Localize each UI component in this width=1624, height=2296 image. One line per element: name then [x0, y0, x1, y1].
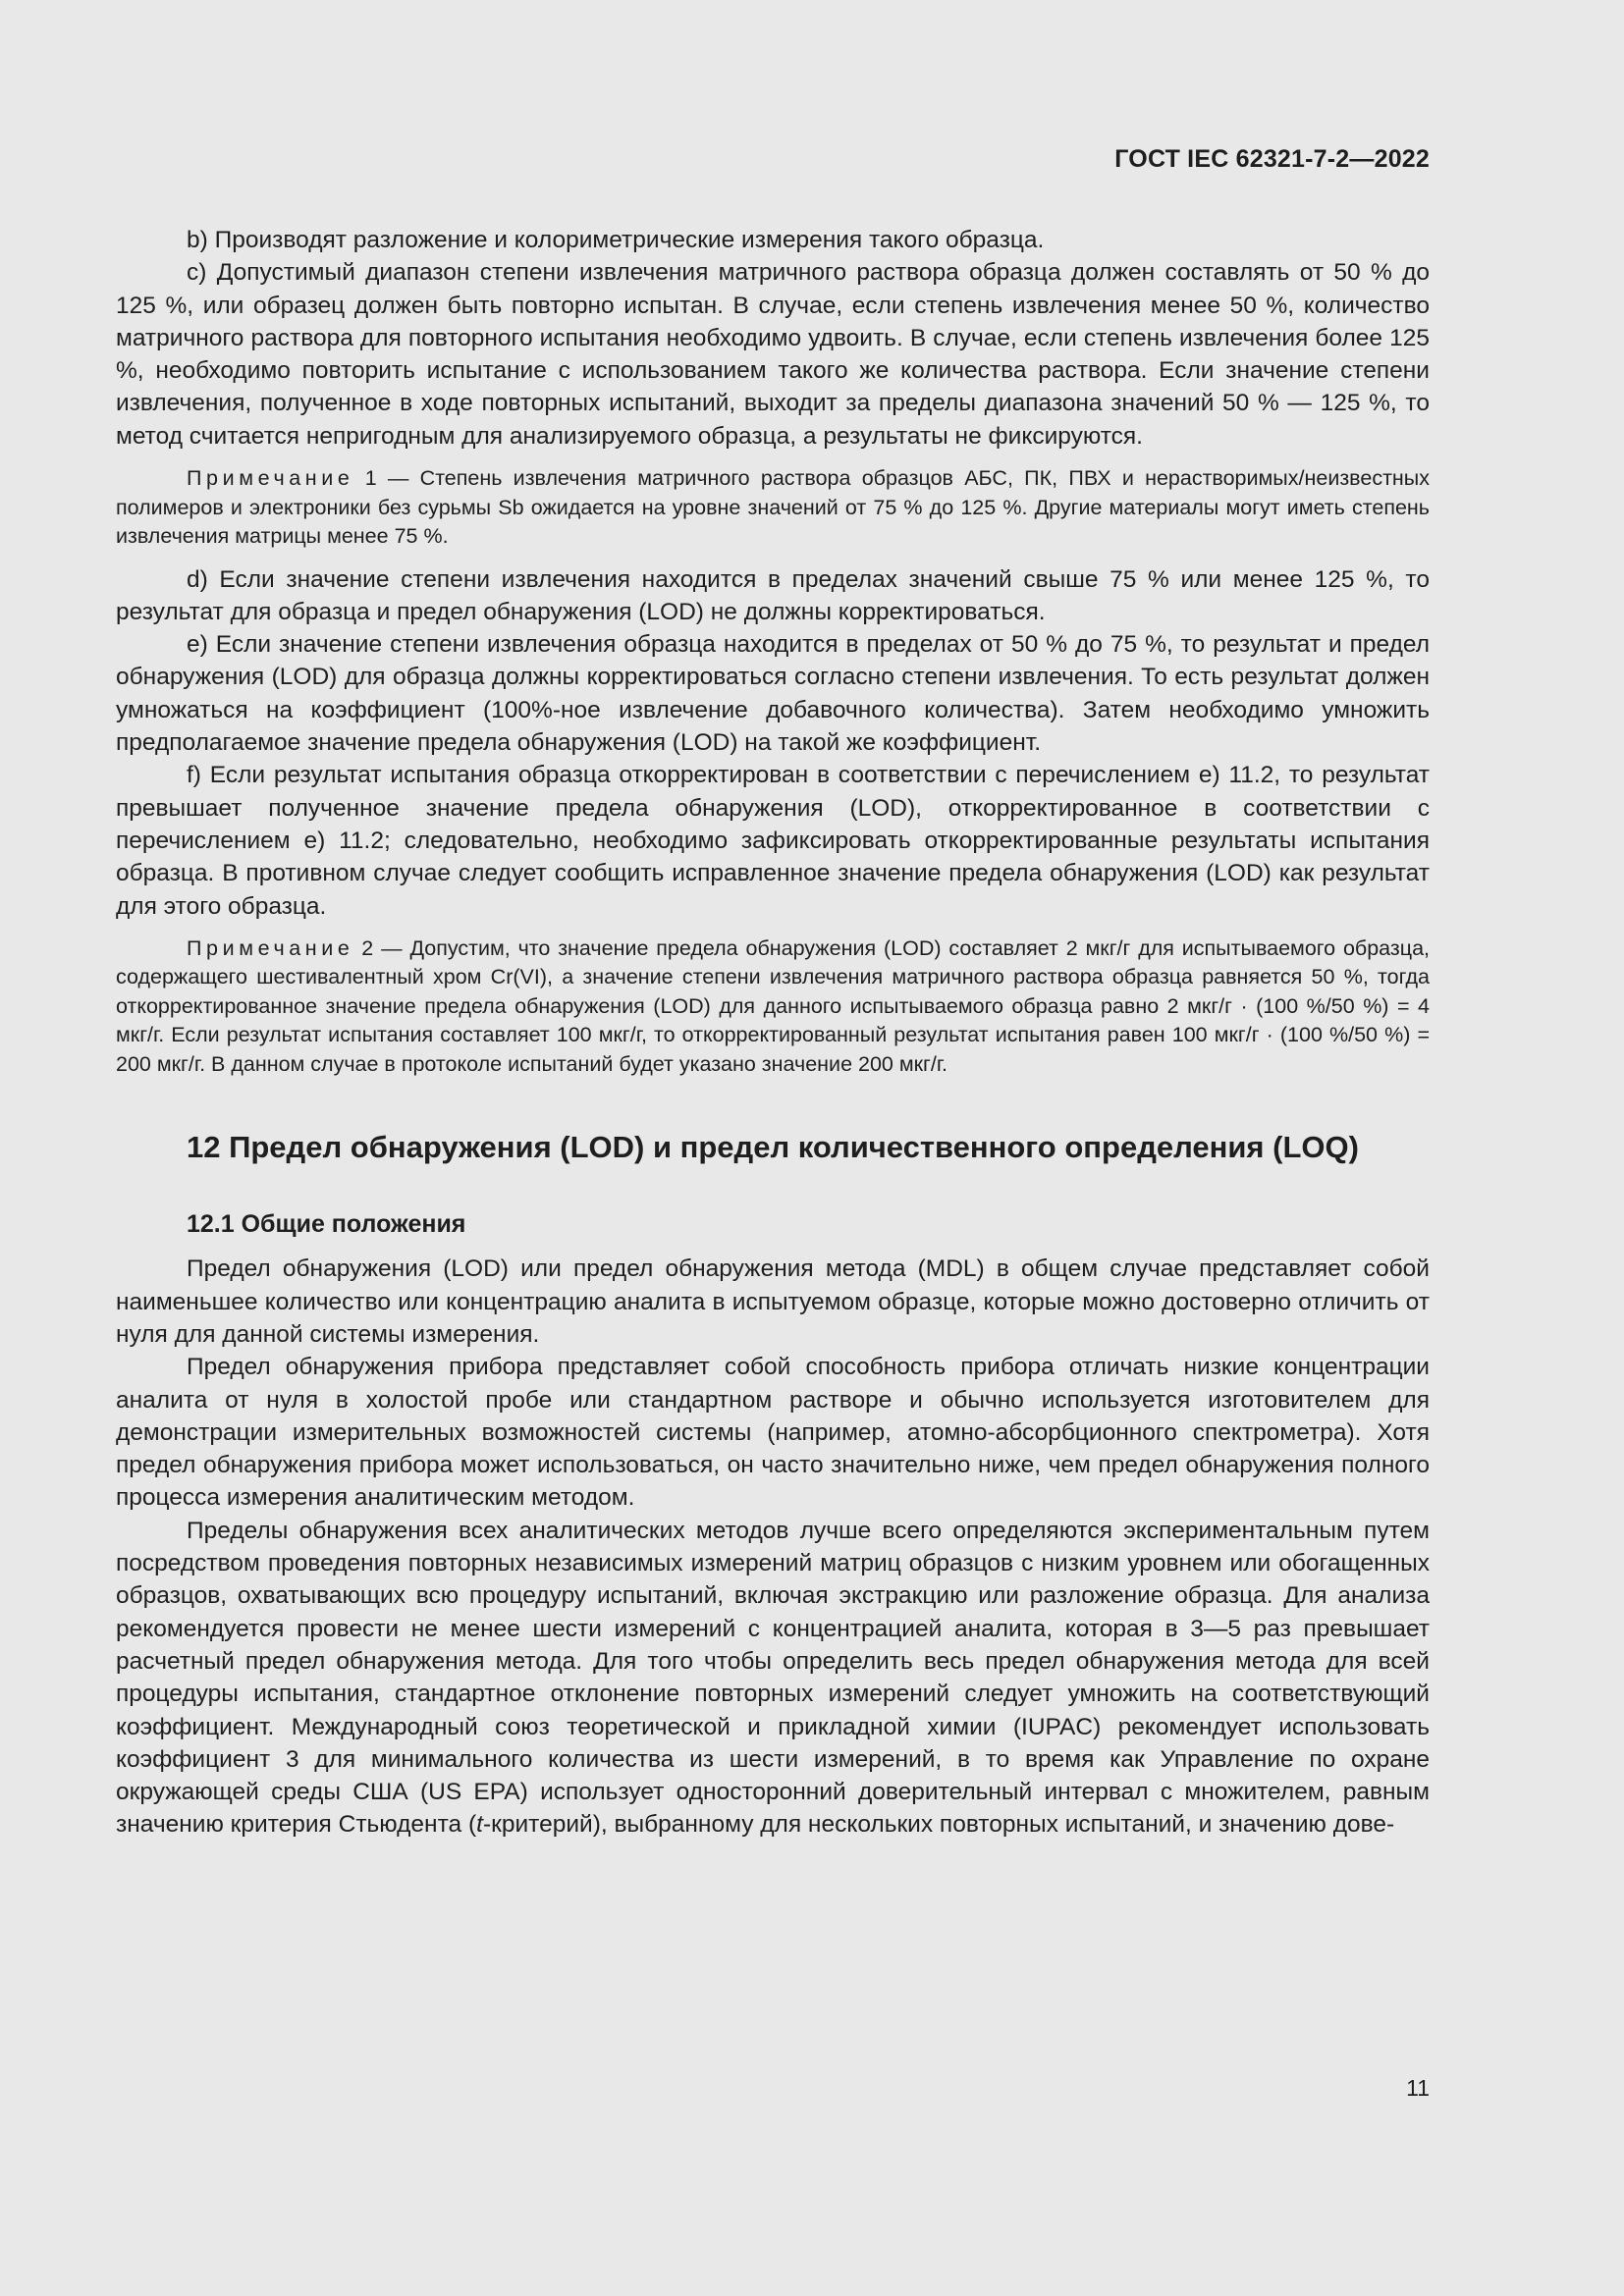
- paragraph-e: e) Если значение степени извлечения образца находится в пределах от 50 % до 75 %, то результат и предел обнаружения (LOD) для образца должны корректироваться согласно степени извлечения. То есть результат должен умножаться на коэффициент (100%-ное извлечение добавочного количества). Затем необходимо умножить предполагаемое значение предела обнаружения (LOD) на такой же коэффициент.: [116, 631, 1430, 757]
- note-2: [116, 934, 1430, 1080]
- section-12-title: 12 Предел обнаружения (LOD) и предел количественного определения (LOQ): [187, 1130, 1359, 1165]
- paragraph-f: f) Если результат испытания образца откорректирован в соответствии с перечислением e) 11.2, то результат превышает полученное значение предела обнаружения (LOD), откорректированное в соответствии с перечислением e) 11.2; следовательно, необходимо зафиксировать откорректированные результаты испытания образца. В противном случае следует сообщить исправленное значение предела обнаружения (LOD) как результат для этого образца.: [116, 762, 1430, 920]
- paragraph-method-lod: [116, 1515, 1430, 1842]
- paragraph-d: d) Если значение степени извлечения находится в пределах значений свыше 75 % или менее 125 %, то результат для образца и предел обнаружения (LOD) не должны корректироваться.: [116, 565, 1430, 625]
- document-body: [116, 224, 1430, 1842]
- paragraph-method-lod-part-1: Пределы обнаружения всех аналитических методов лучше всего определяются экспериментальным путем посредством проведения повторных независимых измерений матриц образцов с низким уровнем или обогащенных образцов, охватывающих всю процедуру испытаний, включая экстракцию или разложение образца. Для анализа рекомендуется провести не менее шести измерений с концентрацией аналита, которая в 3—5 раз превышает расчетный предел обнаружения метода. Для того чтобы определить весь предел обнаружения метода для всей процедуры испытания, стандартное отклонение повторных измерений следует умножить на соответствующий коэффициент. Международный союз теоретической и прикладной химии (IUPAC) рекомендует использовать коэффициент 3 для минимального количества из шести измерений, в то время как Управление по охране окружающей среды США (US EPA) использует односторонний доверительный интервал с множителем, равным значению критерия Стьюдента (: [116, 1517, 1430, 1839]
- paragraph-c: c) Допустимый диапазон степени извлечения матричного раствора образца должен составлять от 50 % до 125 %, или образец должен быть повторно испытан. В случае, если степень извлечения менее 50 %, количество матричного раствора для повторного испытания необходимо удвоить. В случае, если степень извлечения более 125 %, необходимо повторить испытание с использованием такого же количества раствора. Если значение степени извлечения, полученное в ходе повторных испытаний, выходит за пределы диапазона значений 50 % — 125 %, то метод считается непригодным для анализируемого образца, а результаты не фиксируются.: [116, 259, 1430, 450]
- document-header: ГОСТ IEC 62321-7-2—2022: [1114, 145, 1430, 173]
- page-number: 11: [1406, 2075, 1430, 2101]
- note-1-label: Примечание: [187, 466, 354, 491]
- paragraph-instrument-lod: Предел обнаружения прибора представляет собой способность прибора отличать низкие концентрации аналита от нуля в холостой пробе или стандартном растворе и обычно используется изготовителем для демонстрации измерительных возможностей системы (например, атомно-абсорбционного спектрометра). Хотя предел обнаружения прибора может использоваться, он часто значительно ниже, чем предел обнаружения полного процесса измерения аналитическим методом.: [116, 1354, 1430, 1512]
- note-1-text: 1 — Степень извлечения матричного раствора образцов АБС, ПК, ПВХ и нерастворимых/неизвестных полимеров и электроники без сурьмы Sb ожидается на уровне значений от 75 % до 125 %. Другие материалы могут иметь степень извлечения матрицы менее 75 %.: [116, 466, 1430, 549]
- subsection-12-1-title: 12.1 Общие положения: [187, 1210, 466, 1239]
- paragraph-method-lod-part-2: -критерий), выбранному для нескольких повторных испытаний, и значению дове-: [482, 1811, 1395, 1839]
- paragraph-b: b) Производят разложение и колориметрические измерения такого образца.: [187, 227, 1045, 253]
- paragraph-lod-definition: Предел обнаружения (LOD) или предел обнаружения метода (MDL) в общем случае представляет собой наименьшее количество или концентрацию аналита в испытуемом образце, которые можно достоверно отличить от нуля для данной системы измерения.: [116, 1255, 1430, 1348]
- t-criterion-symbol: t: [476, 1811, 483, 1839]
- note-2-text: 2 — Допустим, что значение предела обнаружения (LOD) составляет 2 мкг/г для испытываемого образца, содержащего шестивалентный хром Cr(VI), а значение степени извлечения матричного раствора образца равняется 50 %, тогда откорректированное значение предела обнаружения (LOD) для данного испытываемого образца равно 2 мкг/г · (100 %/50 %) = 4 мкг/г. Если результат испытания составляет 100 мкг/г, то откорректированный результат испытания равен 100 мкг/г · (100 %/50 %) = 200 мкг/г. В данном случае в протоколе испытаний будет указано значение 200 мкг/г.: [116, 935, 1430, 1076]
- note-2-label: Примечание: [187, 935, 354, 960]
- note-1: [116, 464, 1430, 552]
